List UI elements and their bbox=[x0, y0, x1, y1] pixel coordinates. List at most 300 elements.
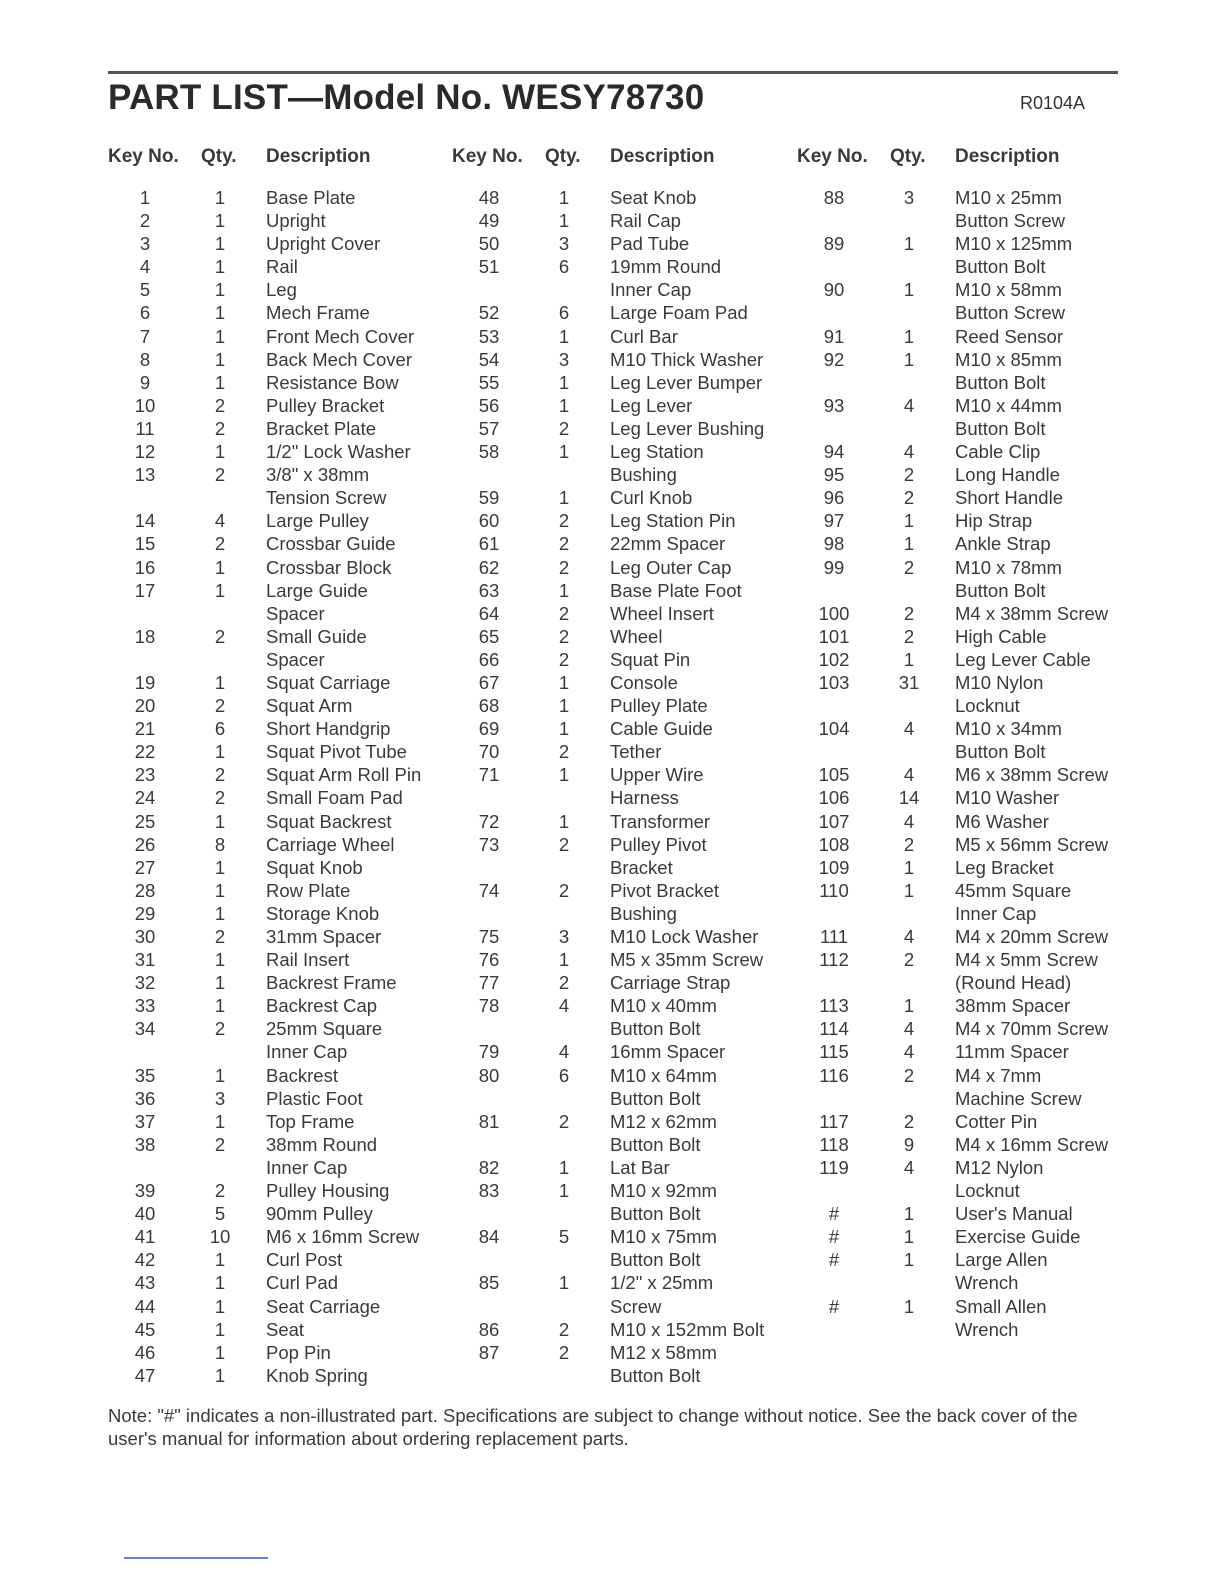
parts-row bbox=[108, 1179, 452, 1202]
quantity: 2 bbox=[558, 1341, 570, 1363]
parts-row bbox=[452, 625, 796, 648]
quantity: 4 bbox=[558, 995, 570, 1017]
parts-row bbox=[797, 556, 1141, 579]
parts-row bbox=[797, 1225, 1141, 1248]
key-number: 2 bbox=[139, 210, 151, 232]
description: Squat Pivot Tube bbox=[266, 741, 407, 763]
description: M10 x 25mm bbox=[955, 187, 1062, 208]
key-number: 32 bbox=[134, 972, 156, 994]
description: Small Allen bbox=[955, 1295, 1047, 1317]
description: M5 x 35mm Screw bbox=[610, 949, 764, 971]
parts-row bbox=[452, 1202, 796, 1225]
document-code: R0104A bbox=[1020, 93, 1086, 113]
description: Bushing bbox=[610, 902, 677, 924]
key-number: 99 bbox=[823, 556, 845, 578]
quantity: 1 bbox=[214, 1295, 226, 1317]
key-number: 15 bbox=[134, 533, 156, 555]
quantity: 2 bbox=[214, 417, 226, 439]
parts-row bbox=[108, 394, 452, 417]
parts-row bbox=[452, 556, 796, 579]
description: Crossbar Block bbox=[266, 556, 392, 578]
key-number: 39 bbox=[134, 1180, 156, 1202]
description: M10 x 75mm bbox=[610, 1226, 717, 1248]
description: 11mm Spacer bbox=[955, 1041, 1069, 1063]
parts-row bbox=[452, 440, 796, 463]
quantity: 2 bbox=[903, 602, 915, 624]
parts-row bbox=[452, 602, 796, 625]
parts-row bbox=[797, 717, 1141, 740]
description: 38mm Round bbox=[266, 1133, 378, 1155]
key-number: 12 bbox=[134, 441, 156, 463]
description: M6 x 16mm Screw bbox=[266, 1226, 420, 1248]
parts-row bbox=[452, 902, 796, 925]
quantity: 3 bbox=[214, 1087, 226, 1109]
parts-row bbox=[797, 394, 1141, 417]
top-rule bbox=[108, 71, 1118, 74]
quantity: 1 bbox=[558, 210, 570, 232]
description: Bracket Plate bbox=[266, 417, 377, 439]
description: Leg Outer Cap bbox=[610, 556, 732, 578]
description: Pulley Bracket bbox=[266, 394, 385, 416]
description: Leg Bracket bbox=[955, 856, 1054, 878]
parts-column-2 bbox=[452, 142, 796, 1387]
description: Locknut bbox=[955, 695, 1020, 717]
parts-row bbox=[108, 1364, 452, 1387]
quantity: 1 bbox=[903, 1226, 915, 1248]
key-number: 55 bbox=[478, 371, 500, 393]
parts-row bbox=[108, 1110, 452, 1133]
quantity: 2 bbox=[214, 787, 226, 809]
description: Cable Guide bbox=[610, 718, 713, 740]
parts-row bbox=[452, 763, 796, 786]
parts-row bbox=[452, 948, 796, 971]
parts-row bbox=[108, 1225, 452, 1248]
quantity: 1 bbox=[214, 187, 226, 208]
description: Harness bbox=[610, 787, 679, 809]
description: M6 Washer bbox=[955, 810, 1049, 832]
key-number: 48 bbox=[478, 187, 500, 208]
key-number: 75 bbox=[478, 926, 500, 947]
description: M4 x 70mm Screw bbox=[955, 1018, 1109, 1040]
key-number: 19 bbox=[134, 671, 156, 693]
description: Upper Wire bbox=[610, 764, 704, 786]
parts-row bbox=[797, 763, 1141, 786]
quantity: 5 bbox=[214, 1203, 226, 1225]
quantity: 1 bbox=[903, 325, 915, 347]
parts-row bbox=[452, 486, 796, 509]
parts-row bbox=[797, 509, 1141, 532]
key-number: 41 bbox=[134, 1226, 156, 1248]
parts-row bbox=[108, 879, 452, 902]
quantity: 1 bbox=[214, 556, 226, 578]
quantity: 1 bbox=[903, 856, 915, 878]
key-number: 53 bbox=[478, 325, 500, 347]
quantity: 1 bbox=[214, 856, 226, 878]
key-number: 54 bbox=[478, 348, 500, 370]
parts-row bbox=[108, 1318, 452, 1341]
key-number: 67 bbox=[478, 671, 500, 693]
quantity: 2 bbox=[558, 533, 570, 555]
description: Squat Carriage bbox=[266, 671, 391, 693]
parts-row bbox=[797, 948, 1141, 971]
parts-row bbox=[108, 810, 452, 833]
quantity: 1 bbox=[214, 1064, 226, 1086]
description: Machine Screw bbox=[955, 1087, 1082, 1109]
key-number: 57 bbox=[478, 417, 500, 439]
quantity: 1 bbox=[903, 995, 915, 1017]
quantity: 2 bbox=[903, 625, 915, 647]
key-number: 46 bbox=[134, 1341, 156, 1363]
parts-row bbox=[452, 694, 796, 717]
key-number: 95 bbox=[823, 464, 845, 486]
quantity: 1 bbox=[214, 441, 226, 463]
description: Leg Station Pin bbox=[610, 510, 736, 532]
description: Wrench bbox=[955, 1318, 1019, 1340]
quantity: 2 bbox=[214, 1180, 226, 1202]
description: M10 x 34mm bbox=[955, 718, 1062, 740]
quantity: 1 bbox=[903, 879, 915, 901]
parts-row bbox=[108, 948, 452, 971]
key-number: 56 bbox=[478, 394, 500, 416]
parts-row bbox=[797, 1087, 1141, 1110]
key-number: # bbox=[828, 1249, 840, 1271]
description: Storage Knob bbox=[266, 902, 380, 924]
quantity: 1 bbox=[903, 233, 915, 255]
quantity: 2 bbox=[214, 1133, 226, 1155]
description: 90mm Pulley bbox=[266, 1203, 373, 1225]
key-number: 36 bbox=[134, 1087, 156, 1109]
parts-row bbox=[452, 348, 796, 371]
quantity: 1 bbox=[214, 741, 226, 763]
parts-row bbox=[108, 625, 452, 648]
parts-row bbox=[797, 255, 1141, 278]
quantity: 1 bbox=[214, 810, 226, 832]
parts-row bbox=[797, 648, 1141, 671]
key-number: 89 bbox=[823, 233, 845, 255]
parts-row bbox=[452, 1341, 796, 1364]
description: 19mm Round bbox=[610, 256, 722, 278]
parts-row bbox=[797, 440, 1141, 463]
column-header bbox=[797, 142, 1141, 186]
parts-row bbox=[797, 694, 1141, 717]
key-number: 45 bbox=[134, 1318, 156, 1340]
key-number: 13 bbox=[134, 464, 156, 486]
description: Button Screw bbox=[955, 302, 1066, 324]
quantity: 2 bbox=[558, 972, 570, 994]
parts-row bbox=[108, 717, 452, 740]
description: M4 x 20mm Screw bbox=[955, 926, 1109, 947]
parts-row bbox=[108, 1017, 452, 1040]
description: Button Screw bbox=[955, 210, 1066, 232]
parts-row bbox=[797, 1017, 1141, 1040]
description: Curl Post bbox=[266, 1249, 343, 1271]
parts-row bbox=[452, 833, 796, 856]
parts-row bbox=[797, 532, 1141, 555]
parts-row bbox=[797, 1133, 1141, 1156]
key-number: 40 bbox=[134, 1203, 156, 1225]
key-number: 64 bbox=[478, 602, 500, 624]
quantity: 10 bbox=[209, 1226, 231, 1248]
quantity: 2 bbox=[903, 464, 915, 486]
quantity: 2 bbox=[903, 949, 915, 971]
parts-column-3 bbox=[797, 142, 1141, 1341]
quantity: 3 bbox=[558, 233, 570, 255]
key-number: # bbox=[828, 1226, 840, 1248]
key-header: Key No. bbox=[452, 146, 523, 167]
key-number: 84 bbox=[478, 1226, 500, 1248]
parts-row bbox=[108, 509, 452, 532]
description: Button Bolt bbox=[955, 417, 1046, 439]
parts-row bbox=[108, 1202, 452, 1225]
key-number: 83 bbox=[478, 1180, 500, 1202]
parts-row bbox=[452, 1179, 796, 1202]
key-number: 92 bbox=[823, 348, 845, 370]
key-number: 85 bbox=[478, 1272, 500, 1294]
qty-header: Qty. bbox=[201, 146, 237, 167]
key-number: 59 bbox=[478, 487, 500, 509]
key-number: 87 bbox=[478, 1341, 500, 1363]
parts-row bbox=[797, 1179, 1141, 1202]
quantity: 1 bbox=[214, 371, 226, 393]
description: M6 x 38mm Screw bbox=[955, 764, 1109, 786]
parts-row bbox=[797, 486, 1141, 509]
parts-row bbox=[797, 971, 1141, 994]
description: Locknut bbox=[955, 1180, 1020, 1202]
parts-row bbox=[797, 463, 1141, 486]
parts-row bbox=[797, 301, 1141, 324]
description: Pad Tube bbox=[610, 233, 690, 255]
parts-row bbox=[108, 1295, 452, 1318]
description: Spacer bbox=[266, 602, 325, 624]
key-number: 90 bbox=[823, 279, 845, 301]
parts-row bbox=[797, 810, 1141, 833]
quantity: 1 bbox=[214, 1318, 226, 1340]
description: M10 x 92mm bbox=[610, 1180, 717, 1202]
quantity: 2 bbox=[558, 625, 570, 647]
description: 1/2" x 25mm bbox=[610, 1272, 714, 1294]
quantity: 1 bbox=[214, 348, 226, 370]
key-number: 38 bbox=[134, 1133, 156, 1155]
parts-row bbox=[797, 278, 1141, 301]
description: Seat Carriage bbox=[266, 1295, 381, 1317]
parts-row bbox=[797, 1040, 1141, 1063]
key-number: 79 bbox=[478, 1041, 500, 1063]
parts-row bbox=[452, 810, 796, 833]
description: Wheel bbox=[610, 625, 663, 647]
quantity: 31 bbox=[898, 671, 920, 693]
parts-row bbox=[108, 786, 452, 809]
key-number: 96 bbox=[823, 487, 845, 509]
description: Upright bbox=[266, 210, 326, 232]
quantity: 4 bbox=[903, 810, 915, 832]
parts-row bbox=[797, 579, 1141, 602]
description: Top Frame bbox=[266, 1110, 355, 1132]
key-header: Key No. bbox=[108, 146, 179, 167]
parts-row bbox=[452, 255, 796, 278]
key-number: 108 bbox=[818, 833, 850, 855]
quantity: 4 bbox=[214, 510, 226, 532]
quantity: 1 bbox=[558, 441, 570, 463]
quantity: 2 bbox=[558, 741, 570, 763]
quantity: 1 bbox=[903, 533, 915, 555]
description: Pivot Bracket bbox=[610, 879, 719, 901]
quantity: 2 bbox=[903, 487, 915, 509]
parts-row bbox=[452, 301, 796, 324]
key-number: 82 bbox=[478, 1156, 500, 1178]
quantity: 1 bbox=[558, 671, 570, 693]
key-number: 69 bbox=[478, 718, 500, 740]
quantity: 2 bbox=[214, 625, 226, 647]
description: 38mm Spacer bbox=[955, 995, 1071, 1017]
parts-row bbox=[108, 902, 452, 925]
key-number: 50 bbox=[478, 233, 500, 255]
parts-row bbox=[452, 186, 796, 209]
description: Button Bolt bbox=[955, 371, 1046, 393]
parts-row bbox=[452, 1364, 796, 1387]
description: M10 x 64mm bbox=[610, 1064, 717, 1086]
parts-row bbox=[108, 925, 452, 948]
quantity: 4 bbox=[903, 1156, 915, 1178]
parts-row bbox=[108, 856, 452, 879]
quantity: 1 bbox=[214, 256, 226, 278]
quantity: 2 bbox=[903, 1110, 915, 1132]
description: M10 x 40mm bbox=[610, 995, 717, 1017]
parts-row bbox=[797, 1064, 1141, 1087]
description: Button Bolt bbox=[955, 579, 1046, 601]
quantity: 1 bbox=[214, 233, 226, 255]
quantity: 1 bbox=[214, 1364, 226, 1386]
description: 16mm Spacer bbox=[610, 1041, 726, 1063]
quantity: 2 bbox=[214, 695, 226, 717]
key-number: 77 bbox=[478, 972, 500, 994]
quantity: 2 bbox=[903, 1064, 915, 1086]
key-number: 35 bbox=[134, 1064, 156, 1086]
quantity: 1 bbox=[903, 1249, 915, 1271]
quantity: 4 bbox=[903, 1041, 915, 1063]
parts-column-1 bbox=[108, 142, 452, 1387]
key-number: 24 bbox=[134, 787, 156, 809]
key-number: 44 bbox=[134, 1295, 156, 1317]
quantity: 1 bbox=[214, 1272, 226, 1294]
description: Wrench bbox=[955, 1272, 1019, 1294]
key-number: 61 bbox=[478, 533, 500, 555]
key-number: 117 bbox=[819, 1110, 849, 1132]
parts-row bbox=[108, 579, 452, 602]
parts-row bbox=[452, 740, 796, 763]
key-number: 66 bbox=[478, 648, 500, 670]
description: Squat Pin bbox=[610, 648, 691, 670]
key-number: 17 bbox=[134, 579, 156, 601]
quantity: 1 bbox=[558, 1156, 570, 1178]
quantity: 3 bbox=[903, 187, 915, 208]
parts-row bbox=[452, 856, 796, 879]
description: Small Guide bbox=[266, 625, 367, 647]
key-number: 3 bbox=[139, 233, 151, 255]
quantity: 2 bbox=[903, 556, 915, 578]
description: Back Mech Cover bbox=[266, 348, 412, 370]
quantity: 1 bbox=[558, 764, 570, 786]
description: Hip Strap bbox=[955, 510, 1033, 532]
parts-row bbox=[797, 232, 1141, 255]
description: M10 Washer bbox=[955, 787, 1060, 809]
parts-rows bbox=[108, 186, 452, 1387]
quantity: 1 bbox=[214, 902, 226, 924]
quantity: 1 bbox=[214, 302, 226, 324]
key-number: 80 bbox=[478, 1064, 500, 1086]
quantity: 2 bbox=[558, 602, 570, 624]
parts-row bbox=[108, 1248, 452, 1271]
parts-row bbox=[108, 486, 452, 509]
quantity: 2 bbox=[558, 879, 570, 901]
description: Seat Knob bbox=[610, 187, 697, 208]
description: M10 x 125mm bbox=[955, 233, 1073, 255]
quantity: 4 bbox=[903, 718, 915, 740]
description: Button Bolt bbox=[610, 1249, 701, 1271]
quantity: 1 bbox=[558, 949, 570, 971]
description-header: Description bbox=[955, 146, 1060, 167]
quantity: 2 bbox=[214, 926, 226, 947]
parts-row bbox=[452, 1017, 796, 1040]
description: Button Bolt bbox=[610, 1018, 701, 1040]
quantity: 1 bbox=[214, 210, 226, 232]
description: Cotter Pin bbox=[955, 1110, 1038, 1132]
quantity: 1 bbox=[214, 279, 226, 301]
description: Leg Station bbox=[610, 441, 704, 463]
description: Crossbar Guide bbox=[266, 533, 396, 555]
parts-row bbox=[797, 740, 1141, 763]
key-number: 114 bbox=[819, 1018, 849, 1040]
footnote: Note: "#" indicates a non-illustrated part. Specifications are subject to change without notice. See the back cover of the user's manual for information about ordering replacement parts. bbox=[108, 1405, 1078, 1449]
description: Squat Arm Roll Pin bbox=[266, 764, 422, 786]
key-number: 18 bbox=[134, 625, 156, 647]
parts-rows bbox=[452, 186, 796, 1387]
description: M12 x 62mm bbox=[610, 1110, 717, 1132]
quantity: 2 bbox=[214, 764, 226, 786]
key-number: 97 bbox=[823, 510, 845, 532]
key-number: 73 bbox=[478, 833, 500, 855]
description: Leg Lever bbox=[610, 394, 693, 416]
parts-row bbox=[452, 325, 796, 348]
quantity: 3 bbox=[558, 348, 570, 370]
parts-row bbox=[452, 971, 796, 994]
parts-row bbox=[797, 833, 1141, 856]
quantity: 1 bbox=[558, 187, 570, 208]
parts-row bbox=[108, 209, 452, 232]
description: Lat Bar bbox=[610, 1156, 670, 1178]
description: Inner Cap bbox=[266, 1041, 348, 1063]
quantity: 9 bbox=[903, 1133, 915, 1155]
key-number: 31 bbox=[134, 949, 156, 971]
quantity: 1 bbox=[903, 1203, 915, 1225]
key-number: 43 bbox=[134, 1272, 156, 1294]
description: M4 x 38mm Screw bbox=[955, 602, 1109, 624]
parts-row bbox=[797, 348, 1141, 371]
description: Curl Knob bbox=[610, 487, 693, 509]
key-number: 78 bbox=[478, 995, 500, 1017]
key-number: 106 bbox=[818, 787, 850, 809]
key-number: 22 bbox=[134, 741, 156, 763]
description: Bracket bbox=[610, 856, 673, 878]
parts-row bbox=[108, 1341, 452, 1364]
description: Knob Spring bbox=[266, 1364, 368, 1386]
parts-row bbox=[797, 856, 1141, 879]
description: Bushing bbox=[610, 464, 677, 486]
description: Button Bolt bbox=[610, 1364, 701, 1386]
description: Resistance Bow bbox=[266, 371, 399, 393]
parts-row bbox=[797, 1110, 1141, 1133]
description: Upright Cover bbox=[266, 233, 381, 255]
quantity: 1 bbox=[558, 325, 570, 347]
